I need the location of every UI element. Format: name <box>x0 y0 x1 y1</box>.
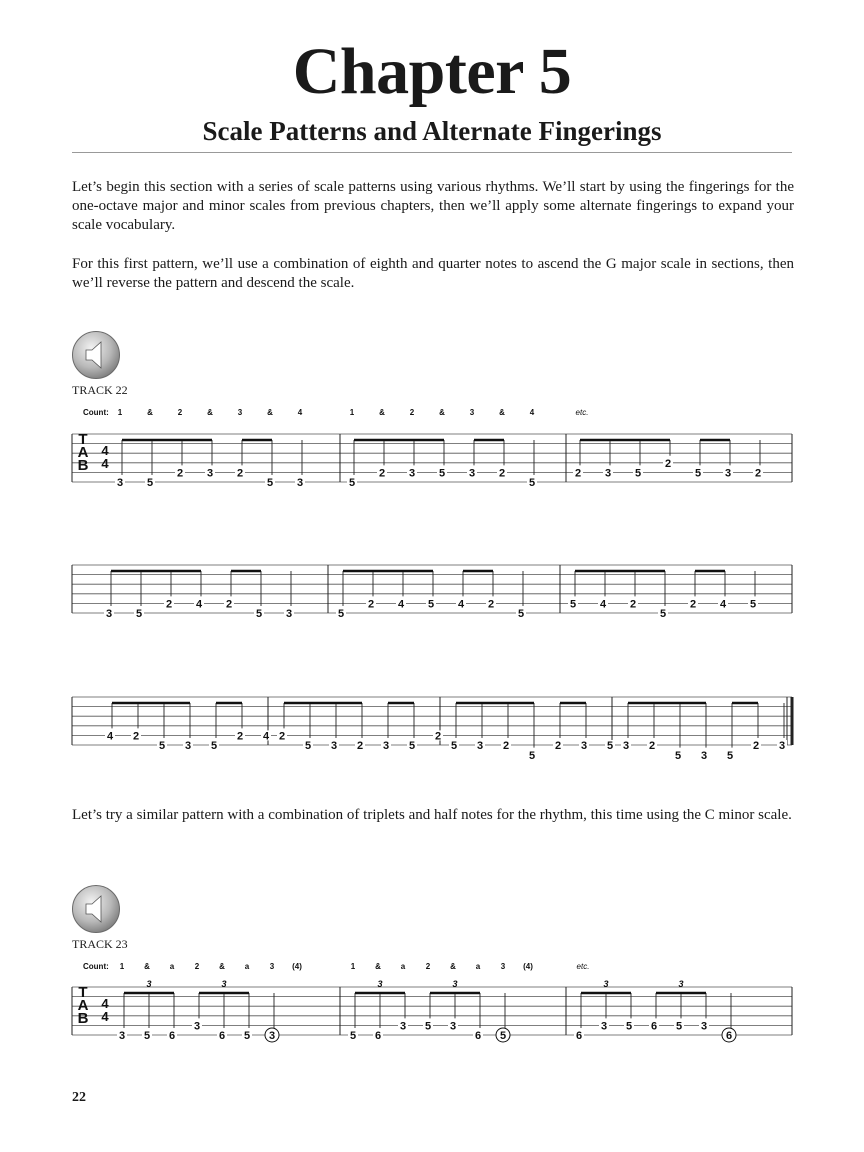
tab-clef-letter: A <box>77 997 89 1014</box>
count-label: 3 <box>237 408 243 417</box>
tab-clef-letter: T <box>78 984 88 1001</box>
count-label: 1 <box>349 408 355 417</box>
fret-number: 2 <box>629 598 637 611</box>
fret-number: 2 <box>752 740 760 753</box>
tab-clef-letter: T <box>78 431 88 448</box>
triplet-marker: 3 <box>221 979 227 989</box>
fret-number: 6 <box>374 1030 382 1043</box>
fret-number: 3 <box>604 467 612 480</box>
fret-number: 4 <box>599 598 607 611</box>
count-label: & <box>267 408 273 417</box>
fret-number: 2 <box>236 730 244 743</box>
fret-number: 4 <box>397 598 405 611</box>
count-prefix: Count: <box>83 962 109 971</box>
count-etc: etc. <box>576 962 590 971</box>
fret-number: 3 <box>330 740 338 753</box>
count-label: 2 <box>194 962 200 971</box>
triplet-marker: 3 <box>678 979 684 989</box>
fret-number: 5 <box>266 477 274 490</box>
fret-number: 2 <box>356 740 364 753</box>
fret-number: 5 <box>499 1030 507 1043</box>
fret-number: 3 <box>268 1030 276 1043</box>
fret-number: 2 <box>648 740 656 753</box>
count-label: & <box>207 408 213 417</box>
fret-number: 3 <box>778 740 786 753</box>
fret-number: 6 <box>575 1030 583 1043</box>
fret-number: 5 <box>158 740 166 753</box>
fret-number: 5 <box>427 598 435 611</box>
fret-number: 5 <box>749 598 757 611</box>
fret-number: 3 <box>600 1020 608 1033</box>
count-label: & <box>450 962 456 971</box>
fret-number: 2 <box>132 730 140 743</box>
fret-number: 3 <box>118 1030 126 1043</box>
fret-number: 3 <box>206 467 214 480</box>
fret-number: 5 <box>304 740 312 753</box>
fret-number: 2 <box>498 467 506 480</box>
fret-number: 5 <box>337 608 345 621</box>
count-label: 4 <box>529 408 535 417</box>
fret-number: 5 <box>634 467 642 480</box>
fret-number: 2 <box>574 467 582 480</box>
fret-number: 3 <box>700 749 708 762</box>
count-label: & <box>144 962 150 971</box>
fret-number: 3 <box>116 477 124 490</box>
fret-number: 2 <box>689 598 697 611</box>
fret-number: 5 <box>528 477 536 490</box>
triplet-marker: 3 <box>146 979 152 989</box>
count-label: a <box>475 962 481 971</box>
count-label: 3 <box>269 962 275 971</box>
fret-number: 3 <box>449 1020 457 1033</box>
fret-number: 2 <box>225 598 233 611</box>
count-label: & <box>375 962 381 971</box>
triplet-marker: 3 <box>603 979 609 989</box>
fret-number: 5 <box>135 608 143 621</box>
count-label: 3 <box>500 962 506 971</box>
fret-number: 5 <box>243 1030 251 1043</box>
fret-number: 5 <box>659 608 667 621</box>
count-label: 1 <box>350 962 356 971</box>
fret-number: 5 <box>674 749 682 762</box>
count-label: & <box>439 408 445 417</box>
fret-number: 2 <box>278 730 286 743</box>
count-label: (4) <box>292 962 302 971</box>
pattern-one-paragraph: For this first pattern, we’ll use a combination of eighth and quarter notes to ascend the G major scale in sections, then we’ll reverse the pattern and descend the scale. <box>72 256 794 291</box>
tab-clef-letter: B <box>77 457 89 474</box>
fret-number: 4 <box>262 730 270 743</box>
count-label: & <box>219 962 225 971</box>
chapter-subtitle: Scale Patterns and Alternate Fingerings <box>202 116 662 146</box>
fret-number: 3 <box>296 477 304 490</box>
count-label: 3 <box>469 408 475 417</box>
fret-number: 5 <box>210 740 218 753</box>
time-signature-top: 4 <box>101 996 109 1011</box>
tab-clef-letter: B <box>77 1010 89 1027</box>
fret-number: 5 <box>146 477 154 490</box>
count-label: a <box>169 962 175 971</box>
fret-number: 3 <box>285 608 293 621</box>
count-label: & <box>499 408 505 417</box>
fret-number: 3 <box>468 467 476 480</box>
count-label: a <box>400 962 406 971</box>
fret-number: 5 <box>675 1020 683 1033</box>
time-signature-top: 4 <box>101 443 109 458</box>
fret-number: 4 <box>457 598 465 611</box>
count-label: a <box>244 962 250 971</box>
count-label: (4) <box>523 962 533 971</box>
fret-number: 3 <box>700 1020 708 1033</box>
fret-number: 5 <box>143 1030 151 1043</box>
fret-number: 2 <box>502 740 510 753</box>
chapter-title: Chapter 5 <box>292 35 572 108</box>
fret-number: 6 <box>650 1020 658 1033</box>
count-label: 4 <box>297 408 303 417</box>
fret-number: 2 <box>487 598 495 611</box>
fret-number: 3 <box>399 1020 407 1033</box>
fret-number: 5 <box>517 608 525 621</box>
fret-number: 5 <box>438 467 446 480</box>
fret-number: 5 <box>255 608 263 621</box>
count-label: 1 <box>119 962 125 971</box>
fret-number: 5 <box>528 749 536 762</box>
track-22-label: TRACK 22 <box>72 383 128 397</box>
fret-number: 3 <box>580 740 588 753</box>
fret-number: 6 <box>218 1030 226 1043</box>
fret-number: 2 <box>378 467 386 480</box>
page-number: 22 <box>72 1090 86 1105</box>
fret-number: 2 <box>434 730 442 743</box>
fret-number: 2 <box>165 598 173 611</box>
fret-number: 3 <box>193 1020 201 1033</box>
time-signature-bottom: 4 <box>101 456 109 471</box>
count-label: 1 <box>117 408 123 417</box>
fret-number: 3 <box>622 740 630 753</box>
fret-number: 5 <box>625 1020 633 1033</box>
count-label: 2 <box>177 408 183 417</box>
fret-number: 3 <box>724 467 732 480</box>
fret-number: 3 <box>184 740 192 753</box>
fret-number: 2 <box>664 458 672 470</box>
time-signature-bottom: 4 <box>101 1009 109 1024</box>
count-label: & <box>379 408 385 417</box>
fret-number: 4 <box>719 598 727 611</box>
fret-number: 4 <box>106 730 114 743</box>
count-label: 2 <box>425 962 431 971</box>
fret-number: 6 <box>474 1030 482 1043</box>
fret-number: 6 <box>168 1030 176 1043</box>
fret-number: 5 <box>726 749 734 762</box>
fret-number: 6 <box>725 1030 733 1043</box>
intro-paragraph: Let’s begin this section with a series of scale patterns using various rhythms. We’ll start by using the fingerings for the one-octave major and minor scales from previous chapters, then we’ll apply some alternate fingerings to expand your scale vocabulary. <box>72 179 794 233</box>
fret-number: 2 <box>754 467 762 480</box>
fret-number: 5 <box>450 740 458 753</box>
fret-number: 3 <box>105 608 113 621</box>
fret-number: 3 <box>408 467 416 480</box>
pattern-two-paragraph: Let’s try a similar pattern with a combination of triplets and half notes for the rhythm, this time using the C minor scale. <box>72 807 792 823</box>
fret-number: 5 <box>424 1020 432 1033</box>
count-prefix: Count: <box>83 408 109 417</box>
track-23-label: TRACK 23 <box>72 937 128 951</box>
fret-number: 5 <box>569 598 577 611</box>
fret-number: 5 <box>349 1030 357 1043</box>
count-label: & <box>147 408 153 417</box>
tab-clef-letter: A <box>77 444 89 461</box>
fret-number: 4 <box>195 598 203 611</box>
fret-number: 5 <box>606 740 614 753</box>
fret-number: 5 <box>408 740 416 753</box>
triplet-marker: 3 <box>377 979 383 989</box>
count-label: 2 <box>409 408 415 417</box>
triplet-marker: 3 <box>452 979 458 989</box>
fret-number: 3 <box>476 740 484 753</box>
fret-number: 3 <box>382 740 390 753</box>
count-etc: etc. <box>575 408 589 417</box>
fret-number: 2 <box>236 467 244 480</box>
fret-number: 2 <box>176 467 184 480</box>
fret-number: 5 <box>694 467 702 480</box>
fret-number: 5 <box>348 477 356 490</box>
fret-number: 2 <box>554 740 562 753</box>
fret-number: 2 <box>367 598 375 611</box>
